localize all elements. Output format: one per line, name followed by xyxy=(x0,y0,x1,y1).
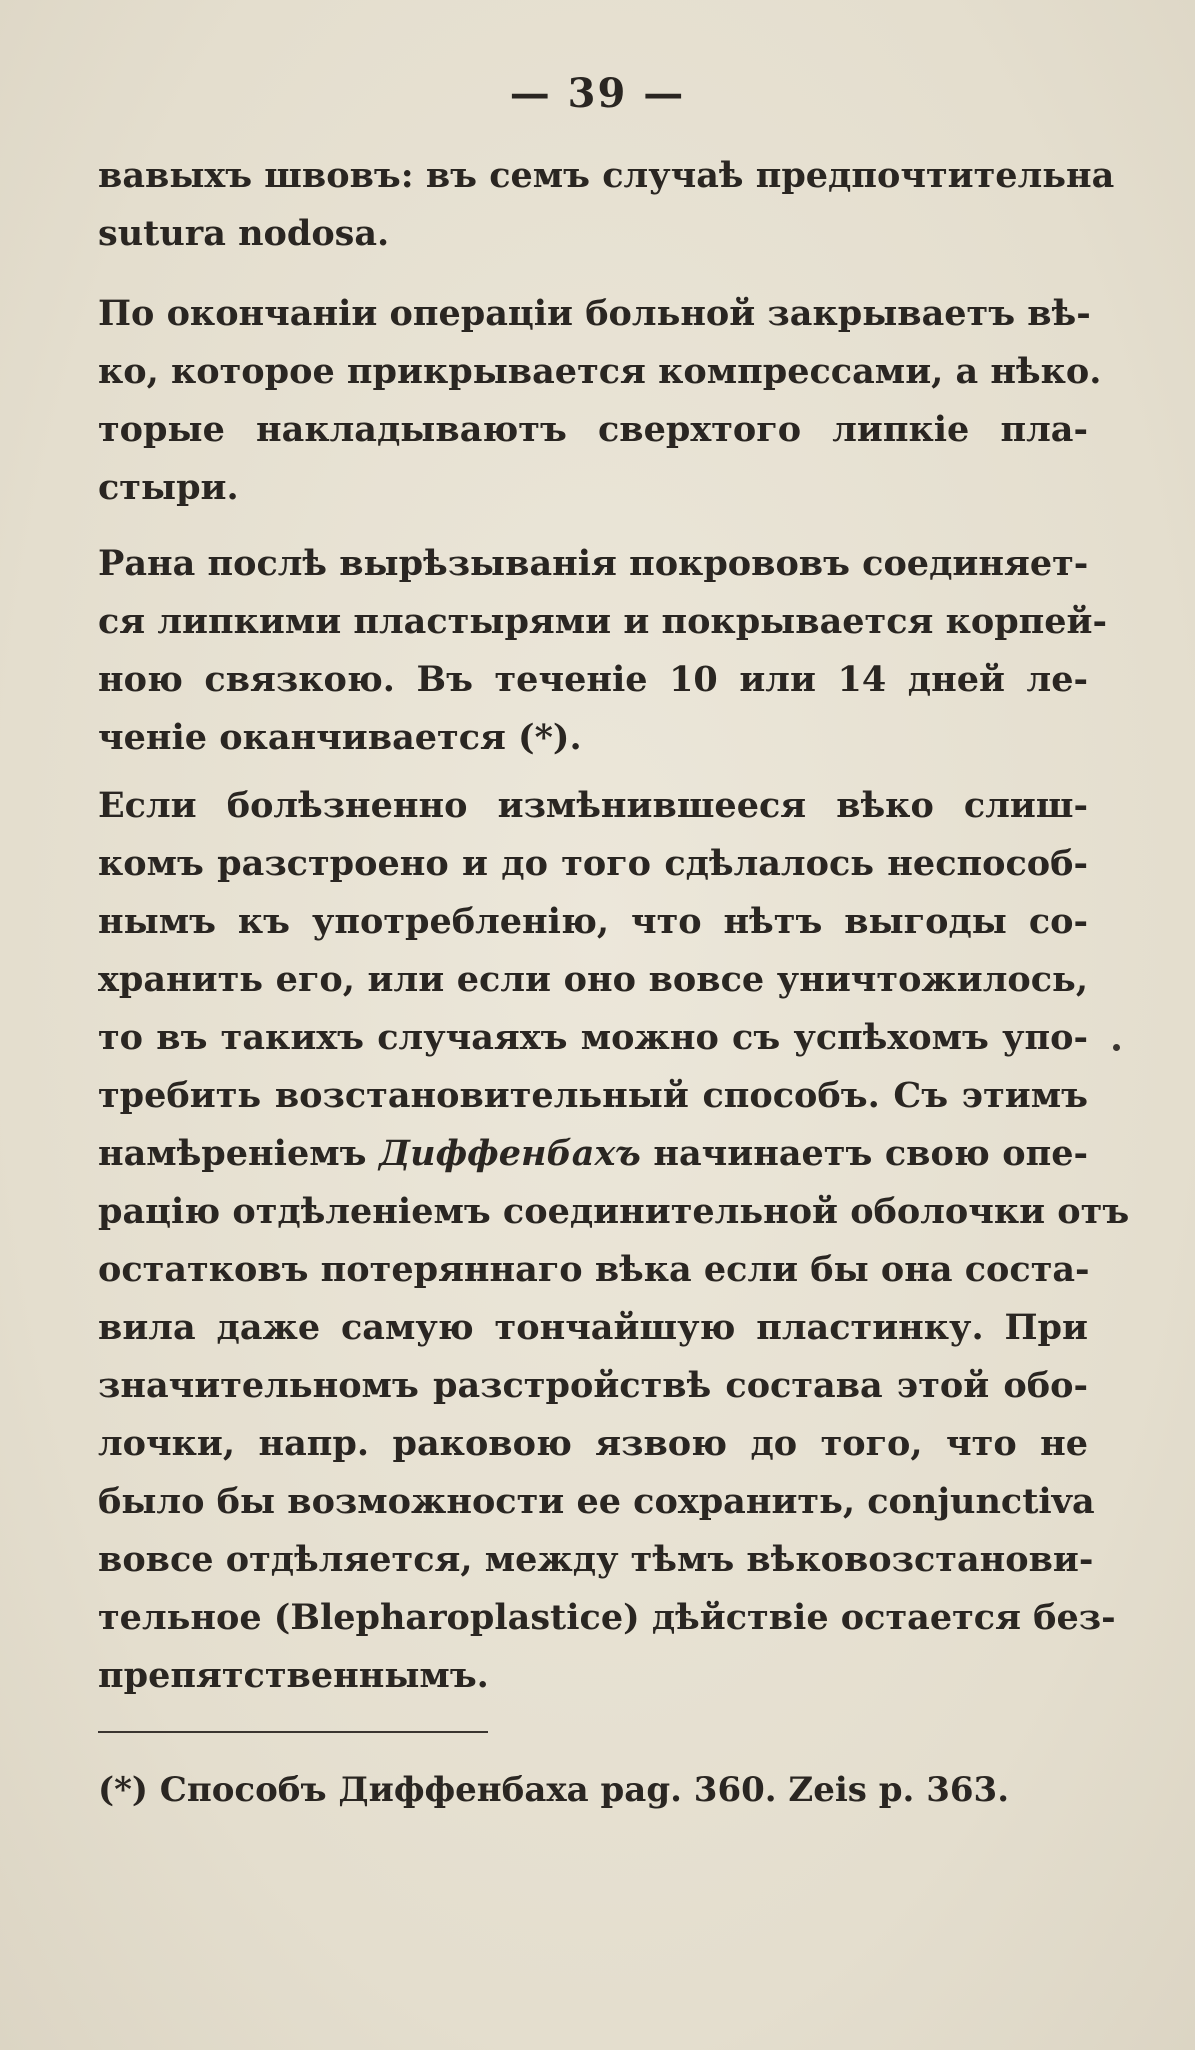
text-line: лочки, напр. раковою язвою до того, что не xyxy=(98,1423,1088,1464)
author-name: Диффенбахъ xyxy=(379,1133,641,1174)
text-line: препятственнымъ. xyxy=(98,1655,489,1696)
text-line: sutura nodosa. xyxy=(98,213,390,254)
text-fragment: намѣреніемъ xyxy=(98,1133,367,1174)
text-line: было бы возможности ее сохранить, conjunctiva xyxy=(98,1481,1095,1522)
text-line: вовсе отдѣляется, между тѣмъ вѣковозстанови- xyxy=(98,1539,1094,1580)
text-line: комъ разстроено и до того сдѣлалось неспособ- xyxy=(98,843,1088,884)
text-line: тельное (Blepharoplastice) дѣйствіе остается без- xyxy=(98,1597,1116,1638)
text-line: хранить его, или если оно вовсе уничтожилось, xyxy=(98,959,1088,1000)
paragraph-2 xyxy=(98,285,1102,517)
text-line: торые накладываютъ сверхтого липкіе пла- xyxy=(98,409,1088,450)
text-line: ко, которое прикрывается компрессами, а нѣко. xyxy=(98,351,1102,392)
page-number: — 39 — xyxy=(509,70,686,117)
text-line: Рана послѣ вырѣзыванія покрововъ соединяет- xyxy=(98,543,1089,584)
text-line-with-name xyxy=(98,1125,1088,1183)
text-line: ченіе оканчивается (*). xyxy=(98,717,582,758)
footnote: (*) Способъ Диффенбаха pag. 360. Zeis p. 363. xyxy=(98,1770,1010,1810)
text-line: Если болѣзненно измѣнившееся вѣко слиш- xyxy=(98,785,1088,826)
text-line: значительномъ разстройствѣ состава этой обо- xyxy=(98,1365,1088,1406)
paragraph-1 xyxy=(98,147,1115,263)
text-line: рацію отдѣленіемъ соединительной оболочки отъ xyxy=(98,1191,1130,1232)
text-line: ною связкою. Въ теченіе 10 или 14 дней ле- xyxy=(98,659,1088,700)
text-line: По окончаніи операціи больной закрываетъ вѣ- xyxy=(98,293,1091,334)
text-line: вавыхъ швовъ: въ семъ случаѣ предпочтительна xyxy=(98,155,1115,196)
paragraph-4 xyxy=(98,777,1130,1705)
text-line: нымъ къ употребленію, что нѣтъ выгоды со- xyxy=(98,901,1088,942)
text-line: ся липкими пластырями и покрывается корпей- xyxy=(98,601,1108,642)
text-line: то въ такихъ случаяхъ можно съ успѣхомъ упо- xyxy=(98,1017,1088,1058)
paragraph-3 xyxy=(98,535,1108,767)
ink-speck xyxy=(1113,1044,1120,1051)
text-fragment: начинаетъ свою опе- xyxy=(653,1133,1089,1174)
text-line: стыри. xyxy=(98,467,239,508)
text-line: остатковъ потеряннаго вѣка если бы она соста- xyxy=(98,1249,1090,1290)
text-line: требить возстановительный способъ. Съ этимъ xyxy=(98,1075,1088,1116)
footnote-divider xyxy=(98,1731,488,1733)
text-line: вила даже самую тончайшую пластинку. При xyxy=(98,1307,1088,1348)
